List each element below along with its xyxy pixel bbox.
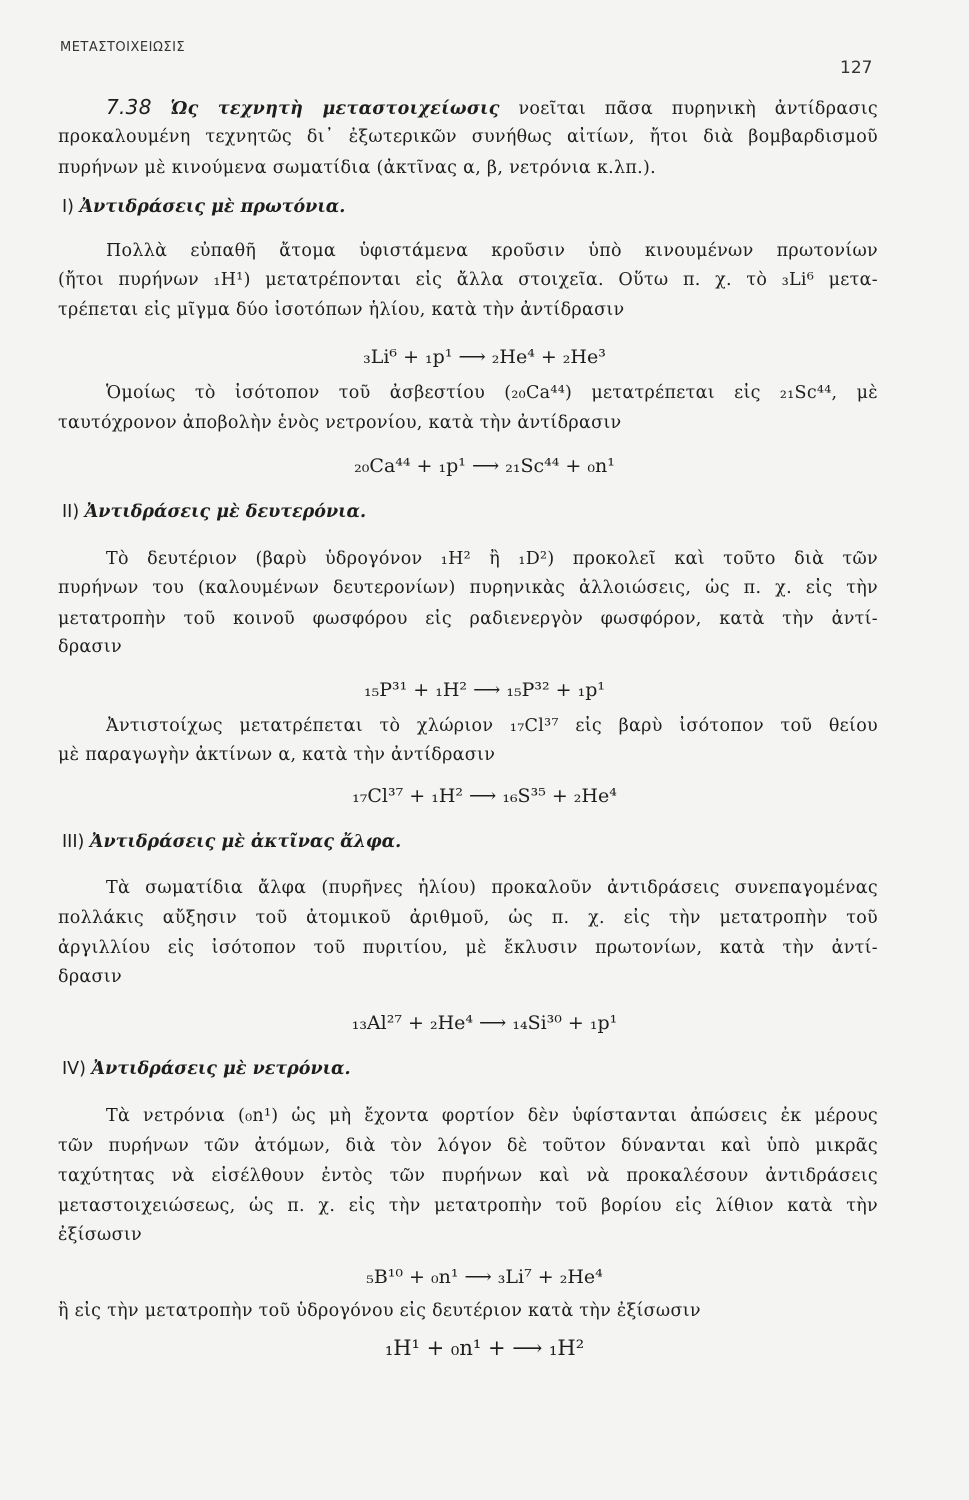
paragraph-line: ἢ εἰς τὴν μετατροπὴν τοῦ ὑδρογόνου εἰς δευτέριον κατὰ τὴν ἐξίσωσιν	[58, 1301, 701, 1321]
page-number: 127	[840, 58, 873, 78]
paragraph-line: ἀργιλλίου εἰς ἰσότοπον τοῦ πυριτίου, μὲ ἔκλυσιν πρωτονίων, κατὰ τὴν ἀντί-	[58, 938, 878, 958]
part-4-title: Ἀντιδράσεις μὲ νετρόνια.	[91, 1059, 351, 1079]
paragraph-line: μὲ παραγωγὴν ἀκτίνων α, κατὰ τὴν ἀντίδρασιν	[58, 745, 496, 765]
running-head: ΜΕΤΑΣΤΟΙΧΕΙΩΣΙΣ	[60, 40, 186, 55]
equation-li6-proton: ₃Li⁶ + ₁p¹ ⟶ ₂He⁴ + ₂He³	[363, 346, 606, 368]
part-2-label: II)	[62, 502, 80, 522]
section-title: Ὡς τεχνητὴ μεταστοιχείωσις	[170, 99, 500, 119]
paragraph-line: μεταστοιχειώσεως, ὡς π. χ. εἰς τὴν μετατροπὴν τοῦ βορίου εἰς λίθιον κατὰ τὴν	[58, 1196, 878, 1216]
equation-b10-neutron: ₅B¹⁰ + ₀n¹ ⟶ ₃Li⁷ + ₂He⁴	[366, 1266, 603, 1288]
equation-p31-deuteron: ₁₅P³¹ + ₁H² ⟶ ₁₅P³² + ₁p¹	[363, 679, 606, 701]
paragraph-line: πολλάκις αὔξησιν τοῦ ἀτομικοῦ ἀριθμοῦ, ὡς π. χ. εἰς τὴν μετατροπὴν τοῦ	[58, 908, 878, 928]
part-2-heading	[62, 502, 366, 522]
paragraph-line: πυρήνων του (καλουμένων δευτερονίων) πυρηνικὰς ἀλλοιώσεις, ὡς π. χ. εἰς τὴν	[58, 578, 878, 598]
equation-al27-alpha: ₁₃Al²⁷ + ₂He⁴ ⟶ ₁₄Si³⁰ + ₁p¹	[351, 1012, 618, 1034]
equation-cl37-deuteron: ₁₇Cl³⁷ + ₁H² ⟶ ₁₆S³⁵ + ₂He⁴	[352, 785, 617, 807]
paragraph-line: ἐξίσωσιν	[58, 1225, 142, 1245]
part-1-label: I)	[62, 197, 74, 217]
part-3-title: Ἀντιδράσεις μὲ ἀκτῖνας ἄλφα.	[89, 832, 402, 852]
paragraph-line: Τὰ σωματίδια ἄλφα (πυρῆνες ἡλίου) προκαλοῦν ἀντιδράσεις συνεπαγομένας	[106, 878, 878, 898]
part-3-heading	[62, 832, 401, 852]
paragraph-line: τρέπεται εἰς μῖγμα δύο ἰσοτόπων ἡλίου, κατὰ τὴν ἀντίδρασιν	[58, 300, 625, 320]
paragraph-line: ταυτόχρονον ἀποβολὴν ἑνὸς νετρονίου, κατὰ τὴν ἀντίδρασιν	[58, 413, 622, 433]
part-4-label: IV)	[62, 1059, 86, 1079]
section-intro-rest: νοεῖται πᾶσα πυρηνικὴ ἀντίδρασις	[518, 99, 878, 119]
part-1-title: Ἀντιδράσεις μὲ πρωτόνια.	[79, 197, 346, 217]
equation-h1-neutron: ₁H¹ + ₀n¹ + ⟶ ₁H²	[384, 1336, 585, 1360]
part-2-title: Ἀντιδράσεις μὲ δευτερόνια.	[84, 502, 367, 522]
paragraph-line: Τὰ νετρόνια (₀n¹) ὡς μὴ ἔχοντα φορτίον δὲν ὑφίστανται ἀπώσεις ἐκ μέρους	[106, 1106, 878, 1126]
equation-ca44-proton: ₂₀Ca⁴⁴ + ₁p¹ ⟶ ₂₁Sc⁴⁴ + ₀n¹	[354, 455, 615, 477]
section-number: 7.38	[106, 95, 152, 119]
paragraph-line: Ὁμοίως τὸ ἰσότοπον τοῦ ἀσβεστίου (₂₀Ca⁴⁴) μετατρέπεται εἰς ₂₁Sc⁴⁴, μὲ	[106, 383, 878, 403]
part-1-heading	[62, 197, 345, 217]
paragraph-line: Τὸ δευτέριον (βαρὺ ὑδρογόνον ₁H² ἢ ₁D²) προκολεῖ καὶ τοῦτο διὰ τῶν	[106, 549, 878, 569]
paragraph-line: δρασιν	[58, 967, 122, 987]
paragraph-line: Ἀντιστοίχως μετατρέπεται τὸ χλώριον ₁₇Cl³⁷ εἰς βαρὺ ἰσότοπον τοῦ θείου	[106, 716, 878, 736]
paragraph-line: Πολλὰ εὐπαθῆ ἄτομα ὑφιστάμενα κροῦσιν ὑπὸ κινουμένων πρωτονίων	[106, 241, 878, 261]
section-intro-line-3: πυρήνων μὲ κινούμενα σωματίδια (ἀκτῖνας α, β, νετρόνια κ.λπ.).	[58, 158, 657, 178]
paragraph-line: τῶν πυρήνων τῶν ἀτόμων, διὰ τὸν λόγον δὲ τοῦτον δύνανται καὶ ὑπὸ μικρᾶς	[58, 1136, 878, 1156]
section-intro-line-2: προκαλουμένη τεχνητῶς δι᾽ ἐξωτερικῶν συνήθως αἰτίων, ἤτοι διὰ βομβαρδισμοῦ	[58, 127, 878, 147]
part-3-label: III)	[62, 832, 85, 852]
paragraph-line: δρασιν	[58, 637, 122, 657]
paragraph-line: μετατροπὴν τοῦ κοινοῦ φωσφόρου εἰς ραδιενεργὸν φωσφόρον, κατὰ τὴν ἀντί-	[58, 609, 878, 629]
paragraph-line: ταχύτητας νὰ εἰσέλθουν ἐντὸς τῶν πυρήνων καὶ νὰ προκαλέσουν ἀντιδράσεις	[58, 1166, 878, 1186]
paragraph-line: (ἤτοι πυρήνων ₁H¹) μετατρέπονται εἰς ἄλλα στοιχεῖα. Οὕτω π. χ. τὸ ₃Li⁶ μετα-	[58, 270, 878, 290]
part-4-heading	[62, 1059, 351, 1079]
section-intro-line-1	[106, 94, 878, 122]
